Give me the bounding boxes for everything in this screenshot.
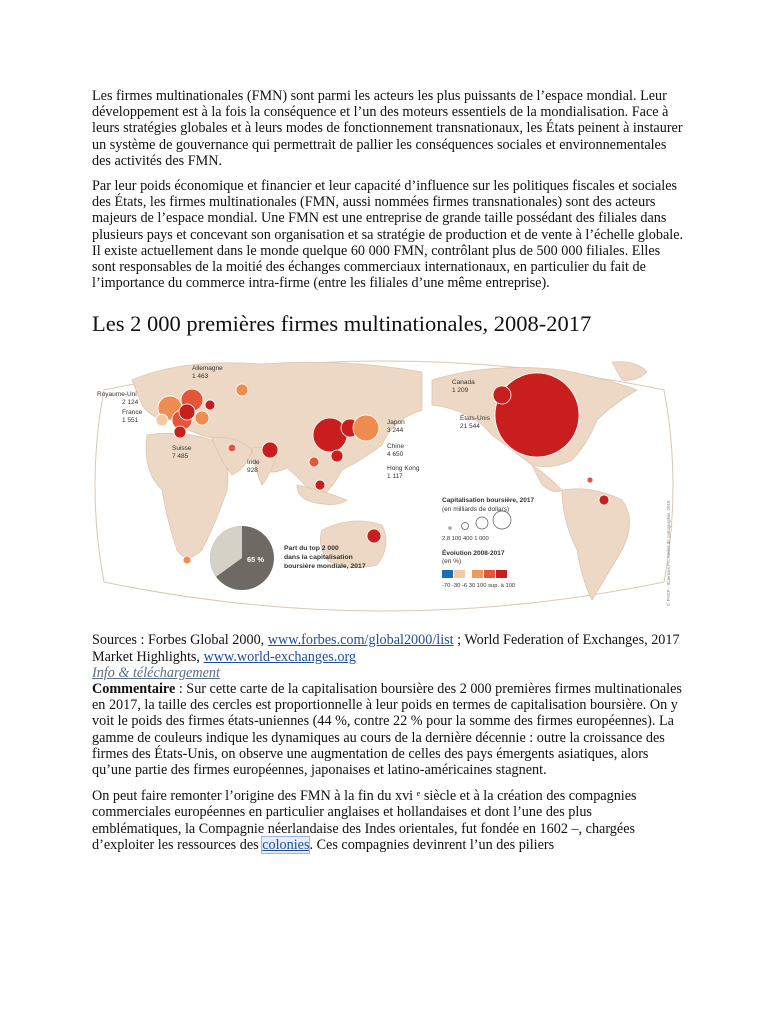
bubble-south-africa: [183, 556, 191, 564]
bubble-japan: [353, 415, 379, 441]
comment-paragraph: [92, 681, 684, 778]
world-map: [92, 350, 676, 622]
bubble-australia: [367, 529, 381, 543]
bubble-china: [313, 418, 347, 452]
bubble-canada: [493, 386, 511, 404]
legend-cap-title: Capitalisation boursière, 2017: [442, 497, 535, 505]
bubble-italy: [195, 411, 209, 425]
pie-title-line-2: dans la capitalisation: [284, 554, 353, 562]
world-map-figure: [92, 350, 676, 622]
legend-cap-unit: (en milliards de dollars): [442, 506, 510, 514]
world-exchanges-link[interactable]: www.world-exchanges.org: [203, 648, 357, 665]
legend-evo-swatch: [472, 570, 483, 578]
intro-paragraph-2: Par leur poids économique et financier et leur capacité d’influence sur les politiques fiscales et sociales des États, les firmes multinationales (FMN, aussi nommées firmes transnationales) sont des acteurs majeurs de l’espace mondial. Une FMN est une entreprise de grande taille possédant des filiales dans plusieurs pays et concevant son organisation et sa stratégie de production et de vente à l’échelle globale. Il existe actuellement dans le monde quelque 60 000 FMN, contrôlant plus de 500 000 filiales. Elles sont responsables de la moitié des échanges commerciaux internationaux, en particulier du fait de l’importance du commerce intra-firme (entre les filiales d’une même entreprise).: [92, 178, 684, 292]
label-allemagne-value: 1 463: [192, 373, 209, 381]
label-japon: Japon: [387, 419, 405, 427]
label-hong-kong: Hong Kong: [387, 465, 420, 473]
bubble-sweden: [205, 400, 215, 410]
label-etats-unis-value: 21 544: [460, 423, 480, 431]
label-chine-value: 4 650: [387, 451, 404, 459]
greenland-shape: [612, 362, 647, 381]
document-page: [92, 88, 684, 853]
legend-evo-swatches: [442, 570, 507, 578]
pie-title-line-1: Part du top 2 000: [284, 545, 339, 553]
bubble-saudi: [228, 444, 236, 452]
label-etats-unis: États-Unis: [460, 415, 490, 423]
label-inde: Inde: [247, 459, 260, 467]
label-allemagne: Allemagne: [192, 365, 223, 373]
intro-paragraph-1: Les firmes multinationales (FMN) sont parmi les acteurs les plus puissants de l’espace mondial. Leur développement est à la fois la conséquence et l’un des moteurs essentiels de la mondialisation. Face à leurs stratégies globales et à leurs modes de fonctionnement transnationaux, les États peinent à instaurer un système de gouvernance qui permettrait de pallier les conséquences sociales et environnementales des activités des FMN.: [92, 88, 683, 169]
label-canada-value: 1 209: [452, 387, 469, 395]
label-japon-value: 3 244: [387, 427, 404, 435]
map-credit: © FNSP · Sciences Po, Atelier de cartographie, 2018: [666, 500, 671, 607]
label-hong-kong-value: 1 117: [387, 473, 403, 481]
legend-evo-ticks: -70 -30 -6 30 100 sup. à 100: [442, 583, 516, 590]
colonies-link[interactable]: colonies: [262, 836, 310, 853]
pie-value-label: 65 %: [247, 555, 265, 565]
bubble-mexico: [587, 477, 593, 483]
sources-middle: ; World Federation of Exchanges, 2017 Market Highlights,: [92, 632, 680, 665]
comment-label: Commentaire: [92, 681, 176, 698]
label-france-value: 1 551: [122, 417, 139, 425]
bubble-india: [262, 442, 278, 458]
legend-evo-swatch: [442, 570, 453, 578]
label-royaume-uni-value: 2 124: [122, 399, 139, 407]
legend-evo-swatch: [454, 570, 465, 578]
comment-text: : Sur cette carte de la capitalisation boursière des 2 000 premières firmes multinationales en 2017, la taille des cercles est proportionnelle à leur poids en termes de capitalisation boursière. On y voit le poids des firmes états-uniennes (44 %, contre 22 % pour la somme des firmes européennes). La gamme de couleurs indique les dynamiques au cours de la dernière décennie : outre la croissance des firmes des États-Unis, on observe une augmentation de celles des pays émergents asiatiques, alors qu’une partie des firmes européennes, japonaises et latino-américaines stagnent.: [92, 681, 682, 779]
bubble-netherlands: [179, 404, 195, 420]
legend-cap-values: 2,8 100 400 1 000: [442, 536, 489, 543]
figure-title: Les 2 000 premières firmes multinationales, 2008-2017: [92, 311, 592, 337]
label-suisse-value: 7 485: [172, 453, 189, 461]
label-suisse: Suisse: [172, 445, 192, 453]
bubble-thailand: [309, 457, 319, 467]
legend-evo-unit: (en %): [442, 558, 462, 566]
pie-title-line-3: boursière mondiale, 2017: [284, 563, 366, 571]
legend-evo-title: Évolution 2008-2017: [442, 550, 505, 558]
sources-line: [92, 632, 684, 664]
legend-evo-swatch: [496, 570, 507, 578]
bubble-switzerland: [174, 426, 186, 438]
legend-evo-swatch: [484, 570, 495, 578]
history-text-1: On peut faire remonter l’origine des FMN à la fin du xvi ᵉ siècle et à la création des compagnies commerciales européennes en particulier anglaises et hollandaises et dont l’une des plus emblématiques, la Compagnie néerlandaise des Indes orientales, fut fondée en 1602 –, chargées d’exploiter les ressources des: [92, 788, 637, 853]
bubble-indonesia: [315, 480, 325, 490]
bubble-spain: [156, 414, 168, 426]
bubble-hong-kong: [331, 450, 343, 462]
history-paragraph: [92, 788, 684, 853]
label-canada: Canada: [452, 379, 475, 387]
label-chine: Chine: [387, 443, 404, 451]
forbes-link[interactable]: www.forbes.com/global2000/list: [267, 632, 454, 649]
sources-prefix: Sources : Forbes Global 2000,: [92, 632, 268, 649]
label-inde-value: 928: [247, 467, 258, 475]
label-royaume-uni: Royaume-Uni: [97, 391, 137, 399]
bubble-brazil: [599, 495, 609, 505]
bubble-russia: [236, 384, 248, 396]
bubble-usa: [495, 373, 579, 457]
history-text-2: . Ces compagnies devinrent l’un des piliers: [309, 836, 555, 853]
label-france: France: [122, 409, 143, 417]
info-download-link[interactable]: Info & téléchargement: [92, 664, 220, 681]
